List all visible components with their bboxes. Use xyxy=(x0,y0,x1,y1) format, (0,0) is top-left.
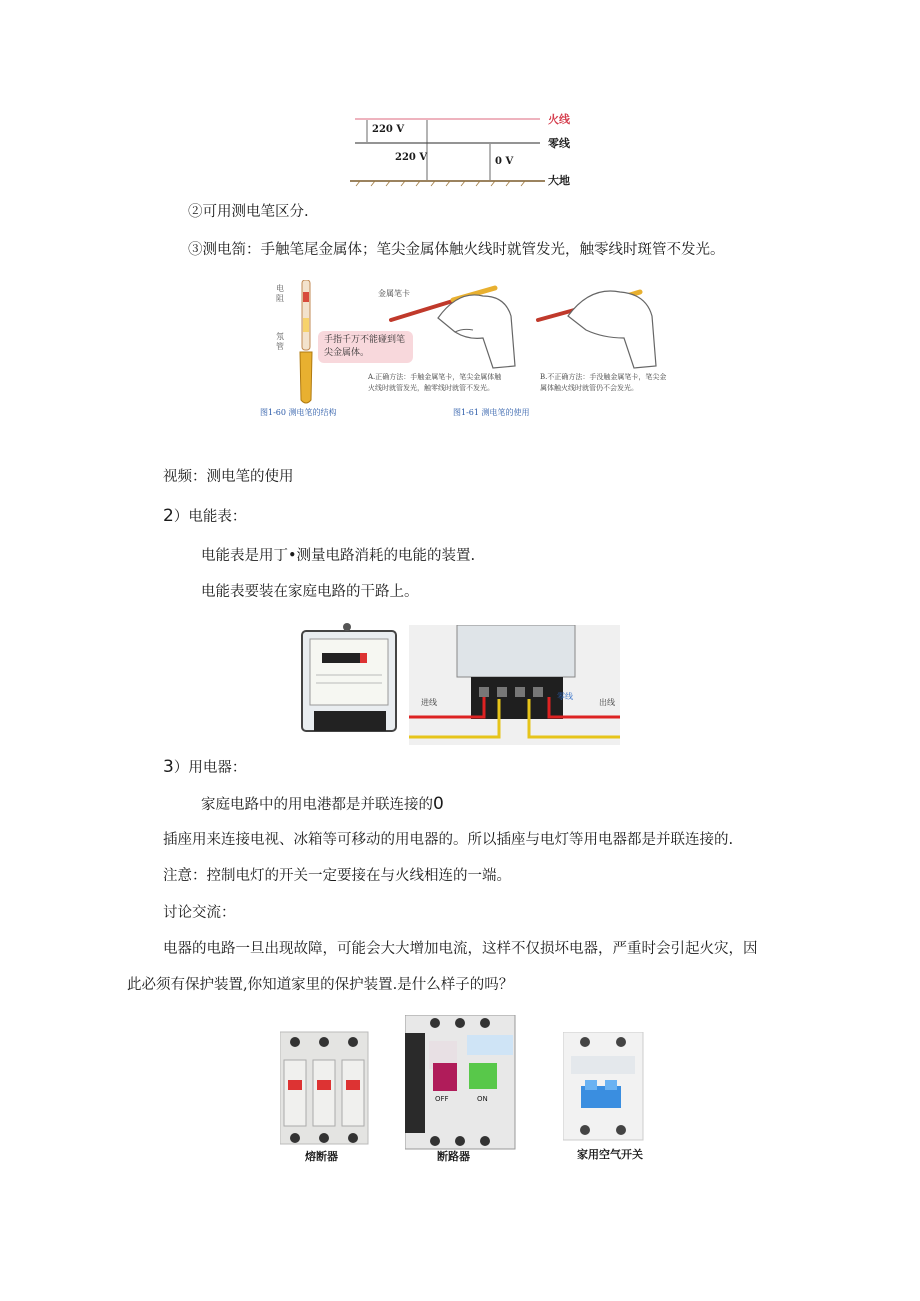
breaker-photo xyxy=(405,1015,517,1150)
test-pen-figure xyxy=(258,276,678,424)
voltage-diagram xyxy=(345,108,585,188)
heading-number: 2 xyxy=(163,506,174,526)
live-wire-label: 火线 xyxy=(548,113,570,126)
on-label: ON xyxy=(477,1095,488,1103)
text-parallel xyxy=(201,794,444,815)
text-meter-location: 电能表要装在家庭电路的干路上。 xyxy=(201,584,419,600)
figure-61-caption: 图1-61 测电笔的使用 xyxy=(453,408,530,417)
text-discuss: 讨论交流： xyxy=(163,905,236,921)
neutral-wire-label: 零线 xyxy=(548,137,570,150)
pen-side-label-1: 电阻 xyxy=(276,284,284,303)
caption-correct: A.正确方法：手触金属笔卡，笔尖金属体触火线时就管发光，触零线时就管不发光。 xyxy=(368,373,502,392)
heading-text: ）用电器： xyxy=(173,760,247,776)
air-switch-photo xyxy=(563,1032,645,1142)
text-meter-purpose: 电能表是用丁•测量电路消耗的电能的装置. xyxy=(201,548,476,564)
text-para-1: 电器的电路一旦出现故障，可能会大大增加电流，这样不仅损坏电器，严重时会引起火灾，因 xyxy=(163,941,758,957)
energy-meter-photo xyxy=(300,623,400,739)
ground-label: 大地 xyxy=(548,174,570,187)
text-parallel-tail: 0 xyxy=(433,794,444,814)
heading-energy-meter xyxy=(163,506,246,527)
voltage-label-2: 220 V xyxy=(395,152,428,163)
meter-wiring-photo xyxy=(409,625,620,745)
hand-incorrect-image xyxy=(528,278,668,373)
out-wire-label: 出线 xyxy=(599,698,615,707)
caption-incorrect: B.不正确方法：手没触金属笔卡，笔尖金属体触火线时就管仍不会发光。 xyxy=(540,373,667,392)
pen-side-label-2: 氖管 xyxy=(276,332,284,351)
fuse-photo xyxy=(280,1022,370,1147)
text-pen-usage: ③测电箚：手触笔尾金属体；笔尖金属体触火线时就管发光，触零线时斑管不发光。 xyxy=(188,242,725,258)
heading-appliances xyxy=(163,757,246,778)
text-socket: 插座用来连接电视、冰箱等可移动的用电器的。所以插座与电灯等用电器都是并联连接的. xyxy=(163,832,734,848)
voltage-label-1: 220 V xyxy=(372,124,405,135)
warning-text: 手指千万不能碰到笔尖金属体。 xyxy=(324,335,406,358)
off-label: OFF xyxy=(435,1095,449,1103)
pen-structure-image xyxy=(293,280,319,406)
metal-tip-label: 金属笔卡 xyxy=(378,289,410,298)
fuse-label: 熔断器 xyxy=(305,1150,338,1163)
text-note: 注意：控制电灯的开关一定要接在与火线相连的一端。 xyxy=(163,868,511,884)
heading-text: ）电能表： xyxy=(173,509,247,525)
text-pen-identify: ②可用测电笔区分. xyxy=(188,204,309,220)
breaker-label: 断路器 xyxy=(437,1150,470,1163)
neutral-label: 零线 xyxy=(557,692,573,701)
text-parallel-body: 家庭电路中的用电港都是并联连接的 xyxy=(201,797,433,813)
text-video: 视频：测电笔的使用 xyxy=(163,469,294,485)
heading-number: 3 xyxy=(163,757,174,777)
air-switch-label: 家用空气开关 xyxy=(577,1148,643,1161)
text-para-2: 此必须有保护装置,你知道家里的保护装置.是什么样子的吗？ xyxy=(127,977,514,993)
voltage-label-3: 0 V xyxy=(495,156,514,167)
in-wire-label: 进线 xyxy=(421,698,437,707)
figure-60-caption: 图1-60 测电笔的结构 xyxy=(260,408,337,417)
